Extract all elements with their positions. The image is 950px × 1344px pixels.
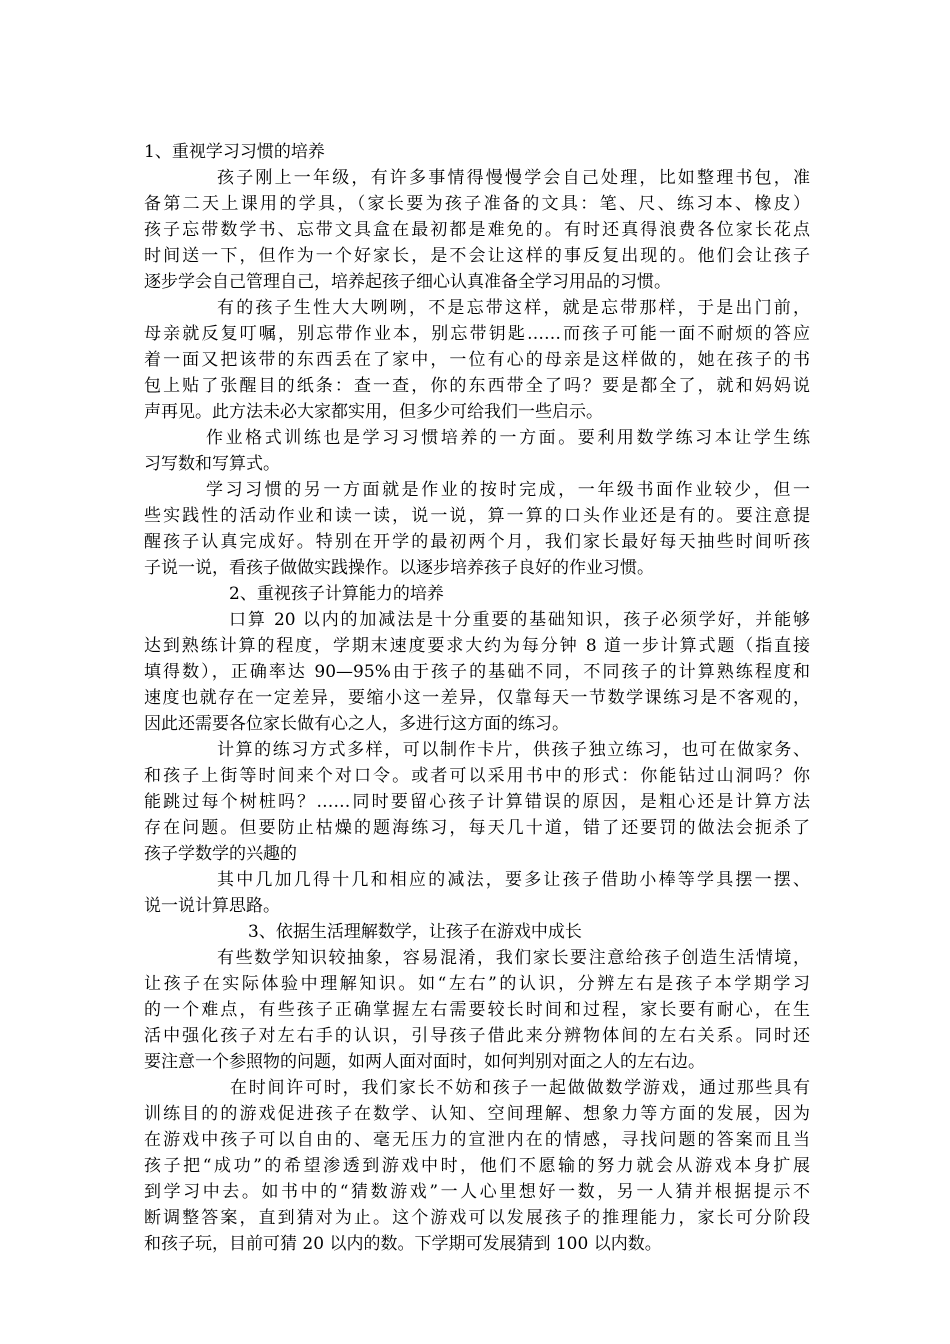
paragraph-line: 速度也就存在一定差异，要缩小这一差异，仅靠每天一节数学课练习是不客观的， <box>144 688 810 708</box>
paragraph-line: 声再见。此方法未必大家都实用，但多少可给我们一些启示。 <box>144 402 603 422</box>
paragraph-line: 醒孩子认真完成好。特别在开学的最初两个月，我们家长最好每天抽些时间听孩 <box>144 532 810 552</box>
paragraph-line: 训练目的的游戏促进孩子在数学、认知、空间理解、想象力等方面的发展，因为 <box>144 1104 810 1124</box>
paragraph-line: 包上贴了张醒目的纸条：查一查，你的东西带全了吗？要是都全了，就和妈妈说 <box>144 376 810 396</box>
paragraph-line: 在时间许可时，我们家长不妨和孩子一起做做数学游戏，通过那些具有 <box>230 1078 810 1098</box>
paragraph-line: 说一说计算思路。 <box>144 896 280 916</box>
paragraph-line: 习写数和写算式。 <box>144 454 280 474</box>
paragraph-line: 和孩子上街等时间来个对口令。或者可以采用书中的形式：你能钻过山洞吗？你 <box>144 766 810 786</box>
paragraph-line: 断调整答案，直到猜对为止。这个游戏可以发展孩子的推理能力，家长可分阶段 <box>144 1208 810 1228</box>
paragraph-line: 口算 20 以内的加减法是十分重要的基础知识，孩子必须学好，并能够 <box>229 610 810 630</box>
paragraph-line: 达到熟练计算的程度，学期末速度要求大约为每分钟 8 道一步计算式题（指直接 <box>144 636 810 656</box>
section-heading-3: 3、依据生活理解数学，让孩子在游戏中成长 <box>248 922 582 942</box>
paragraph-line: 在游戏中孩子可以自由的、毫无压力的宣泄内在的情感，寻找问题的答案而且当 <box>144 1130 810 1150</box>
paragraph-line: 孩子刚上一年级，有许多事情得慢慢学会自己处理，比如整理书包，准 <box>217 168 810 188</box>
paragraph-line: 有些数学知识较抽象，容易混淆，我们家长要注意给孩子创造生活情境， <box>217 948 810 968</box>
paragraph-line: 母亲就反复叮嘱，别忘带作业本，别忘带钥匙……而孩子可能一面不耐烦的答应 <box>144 324 810 344</box>
paragraph-line: 着一面又把该带的东西丢在了家中，一位有心的母亲是这样做的，她在孩子的书 <box>144 350 810 370</box>
paragraph-line: 逐步学会自己管理自己，培养起孩子细心认真准备全学习用品的习惯。 <box>144 272 671 292</box>
paragraph-line: 有的孩子生性大大咧咧，不是忘带这样，就是忘带那样，于是出门前， <box>217 298 810 318</box>
paragraph-line: 其中几加几得十几和相应的减法，要多让孩子借助小棒等学具摆一摆、 <box>217 870 810 890</box>
paragraph-line: 学习习惯的另一方面就是作业的按时完成，一年级书面作业较少，但一 <box>206 480 810 500</box>
paragraph-line: 孩子把“成功”的希望渗透到游戏中时，他们不愿输的努力就会从游戏本身扩展 <box>144 1156 810 1176</box>
paragraph-line: 孩子忘带数学书、忘带文具盒在最初都是难免的。有时还真得浪费各位家长花点 <box>144 220 810 240</box>
paragraph-line: 的一个难点，有些孩子正确掌握左右需要较长时间和过程，家长要有耐心，在生 <box>144 1000 810 1020</box>
paragraph-line: 因此还需要各位家长做有心之人，多进行这方面的练习。 <box>144 714 569 734</box>
paragraph-line: 让孩子在实际体验中理解知识。如“左右”的认识，分辨左右是孩子本学期学习 <box>144 974 810 994</box>
paragraph-line: 备第二天上课用的学具，（家长要为孩子准备的文具：笔、尺、练习本、橡皮） <box>144 194 810 214</box>
paragraph-line: 填得数），正确率达 90—95%由于孩子的基础不同，不同孩子的计算熟练程度和 <box>144 662 810 682</box>
paragraph-line: 子说一说，看孩子做做实践操作。以逐步培养孩子良好的作业习惯。 <box>144 558 654 578</box>
paragraph-line: 存在问题。但要防止枯燥的题海练习，每天几十道，错了还要罚的做法会扼杀了 <box>144 818 810 838</box>
section-heading-2: 2、重视孩子计算能力的培养 <box>229 584 444 604</box>
paragraph-line: 作业格式训练也是学习习惯培养的一方面。要利用数学练习本让学生练 <box>206 428 810 448</box>
paragraph-line: 活中强化孩子对左右手的认识，引导孩子借此来分辨物体间的左右关系。同时还 <box>144 1026 810 1046</box>
section-heading-1: 1、重视学习习惯的培养 <box>144 142 325 162</box>
paragraph-line: 到学习中去。如书中的“猜数游戏”一人心里想好一数，另一人猜并根据提示不 <box>144 1182 810 1202</box>
paragraph-line: 些实践性的活动作业和读一读，说一说，算一算的口头作业还是有的。要注意提 <box>144 506 810 526</box>
paragraph-line: 和孩子玩，目前可猜 20 以内的数。下学期可发展猜到 100 以内数。 <box>144 1234 662 1254</box>
paragraph-line: 能跳过每个树桩吗？……同时要留心孩子计算错误的原因，是粗心还是计算方法 <box>144 792 810 812</box>
paragraph-line: 计算的练习方式多样，可以制作卡片，供孩子独立练习，也可在做家务、 <box>217 740 810 760</box>
paragraph-line: 时间送一下，但作为一个好家长，是不会让这样的事反复出现的。他们会让孩子 <box>144 246 810 266</box>
paragraph-line: 孩子学数学的兴趣的 <box>144 844 297 864</box>
paragraph-line: 要注意一个参照物的问题，如两人面对面时，如何判别对面之人的左右边。 <box>144 1052 705 1072</box>
